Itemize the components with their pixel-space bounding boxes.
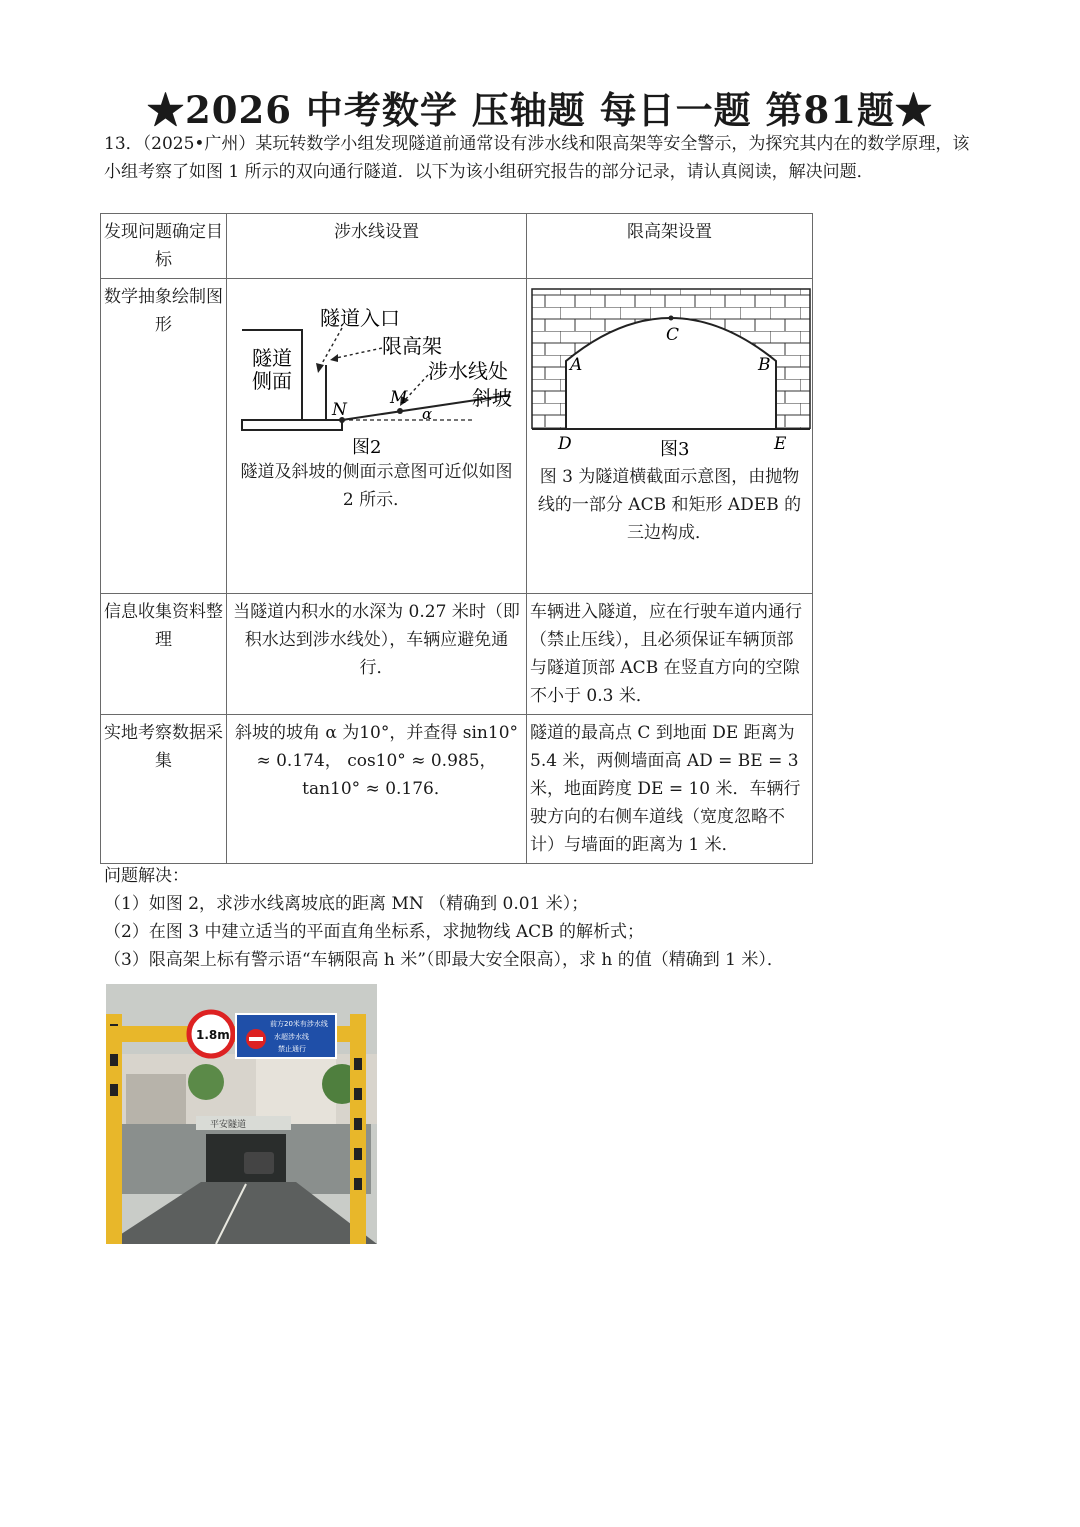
photo-height-limit: 1.8m (196, 1028, 230, 1042)
fig3-point-a: A (570, 355, 583, 375)
header-goal: 发现问题确定目标 (101, 214, 227, 279)
tunnel-photo (106, 984, 377, 1244)
clearance-rule: 车辆进入隧道，应在行驶车道内通行（禁止压线），且必须保证车辆顶部与隧道顶部 ACB 在竖直方向的空隙不小于 0.3 米． (527, 594, 813, 715)
fig3-point-e: E (774, 434, 787, 454)
fig2-description: 隧道及斜坡的侧面示意图可近似如图 2 所示． (240, 462, 513, 510)
photo-sign-line-2: 水超涉水线 (274, 1033, 309, 1041)
header-height-frame: 限高架设置 (527, 214, 813, 279)
water-depth-rule: 当隧道内积水的水深为 0.27 米时（即积水达到涉水线处），车辆应避免通行． (227, 594, 527, 715)
photo-sign-line-1: 前方20米有涉水线 (270, 1020, 328, 1028)
fig3-point-b: B (758, 355, 771, 375)
fig3-point-c: C (666, 325, 680, 345)
fig2-label-entrance: 隧道入口 (319, 306, 400, 330)
tunnel-data: 隧道的最高点 C 到地面 DE 距离为 5.4 米，两侧墙面高 AD = BE = 3 米，地面跨度 DE = 10 米．车辆行驶方向的右侧车道线（宽度忽略不计）与墙面的距离为 1 米． (527, 715, 813, 864)
table-row (101, 715, 813, 864)
table-row (101, 279, 813, 594)
question-2: （2）在图 3 中建立适当的平面直角坐标系，求抛物线 ACB 的解析式； (104, 922, 645, 942)
photo-sign-line-3: 禁止通行 (278, 1045, 306, 1053)
slope-data: 斜坡的坡角 α 为10°，并查得 sin10° ≈ 0.174， cos10° ≈ 0.985， tan10° ≈ 0.176． (227, 715, 527, 864)
question-1: （1）如图 2，求涉水线离坡底的距离 MN （精确到 0.01 米）； (104, 894, 589, 914)
fig2-label-slope: 斜坡 (471, 386, 512, 410)
header-water-line: 涉水线设置 (227, 214, 527, 279)
row-label-fieldwork: 实地考察数据采集 (101, 715, 227, 864)
questions-heading: 问题解决： (104, 866, 189, 886)
fig2-cell (227, 279, 527, 594)
fig3-cell (527, 279, 813, 594)
fig3-description: 图 3 为隧道横截面示意图，由抛物线的一部分 ACB 和矩形 ADEB 的三边构成． (537, 467, 802, 543)
table-row (101, 594, 813, 715)
fig3-diagram (530, 283, 812, 463)
fig3-point-d: D (558, 434, 572, 454)
fig2-point-n: N (331, 400, 347, 420)
table-row (101, 214, 813, 279)
row-label-info: 信息收集资料整理 (101, 594, 227, 715)
fig2-caption: 图2 (351, 437, 381, 458)
fig2-label-water-line: 涉水线处 (427, 359, 508, 383)
fig2-label-tunnel-side: 隧道 (251, 346, 292, 370)
photo-tunnel-name: 平安隧道 (210, 1120, 247, 1130)
row-label-abstract: 数学抽象绘制图形 (101, 279, 227, 594)
fig2-diagram (232, 283, 522, 458)
research-table (100, 213, 813, 864)
question-3: （3）限高架上标有警示语“车辆限高 h 米”（即最大安全限高），求 h 的值（精确到 1 米）． (104, 950, 784, 970)
page-title: ★2026 中考数学 压轴题 每日一题 第81题★ (147, 88, 933, 132)
fig2-angle-alpha: α (421, 405, 432, 423)
fig2-point-m: M (389, 388, 407, 408)
fig2-label-height-frame: 限高架 (381, 334, 442, 358)
fig3-caption: 图3 (660, 439, 690, 460)
fig2-label-tunnel-side-2: 侧面 (251, 369, 292, 393)
problem-intro: 13．（2025•广州）某玩转数学小组发现隧道前通常设有涉水线和限高架等安全警示，为探究其内在的数学原理，该小组考察了如图 1 所示的双向通行隧道．以下为该小组研究报告的部分记录，请认真阅读，解决问题． (104, 134, 970, 182)
problem-questions (104, 862, 984, 974)
